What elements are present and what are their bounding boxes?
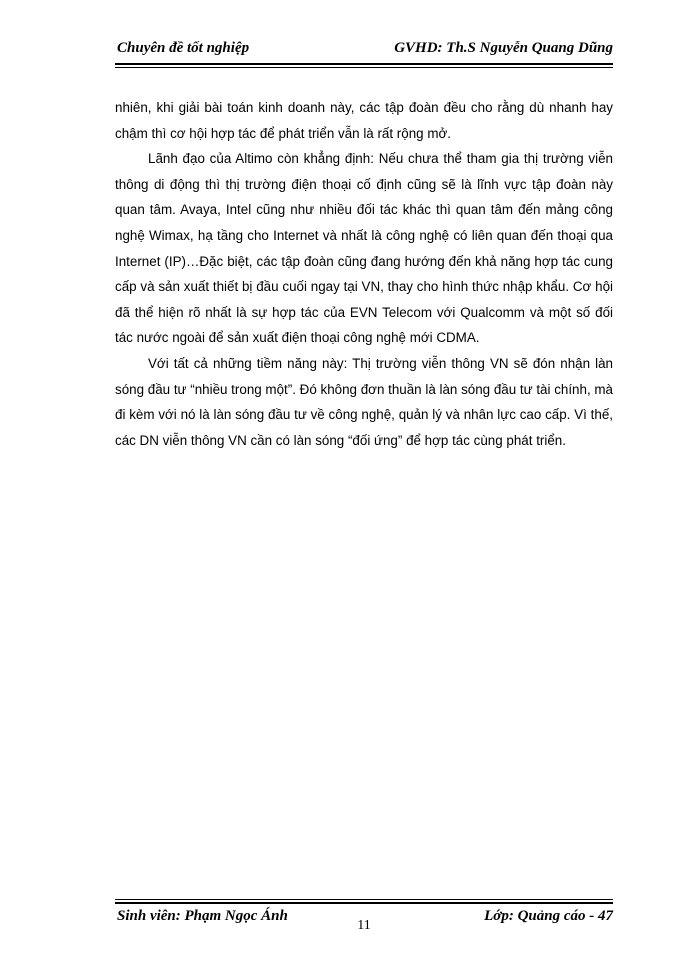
page-header (115, 36, 613, 62)
paragraph-continuation: nhiên, khi giải bài toán kinh doanh này, các tập đoàn đều cho rằng dù nhanh hay chậm thì cơ hội hợp tác để phát triển vẫn là rất rộng mở. (115, 100, 613, 141)
header-thesis-title: Chuyên đề tốt nghiệp (117, 40, 250, 56)
header-rule-thin (115, 67, 613, 68)
paragraph-potential: Với tất cả những tiềm năng này: Thị trường viễn thông VN sẽ đón nhận làn sóng đầu tư “nhiều trong một”. Đó không đơn thuần là làn sóng đầu tư tài chính, mà đi kèm với nó là làn sóng đầu tư về công nghệ, quản lý và nhân lực cao cấp. Vì thế, các DN viễn thông VN cần có làn sóng “đối ứng” để hợp tác cùng phát triển. (115, 355, 613, 448)
footer-rule-thin (115, 899, 613, 900)
body-text (115, 95, 613, 453)
header-supervisor: GVHD: Th.S Nguyễn Quang Dũng (394, 40, 613, 56)
footer-class: Lớp: Quảng cáo - 47 (484, 908, 613, 924)
paragraph-altimo: Lãnh đạo của Altimo còn khẳng định: Nếu chưa thể tham gia thị trường viễn thông di động thì thị trường điện thoại cố định cũng sẽ là lĩnh vực tập đoàn này quan tâm. Avaya, Intel cũng như nhiều đối tác khác thì quan tâm đến mảng công nghệ Wimax, hạ tầng cho Internet và nhất là công nghệ có liên quan đến thoại qua Internet (IP)…Đặc biệt, các tập đoàn cũng đang hướng đến khả năng hợp tác cung cấp và sản xuất thiết bị đầu cuối ngay tại VN, thay cho hình thức nhập khẩu. Cơ hội đã thể hiện rõ nhất là sự hợp tác của EVN Telecom với Qualcomm và một số đối tác nước ngoài để sản xuất điện thoại công nghệ mới CDMA. (115, 151, 613, 346)
footer-student: Sinh viên: Phạm Ngọc Ánh (117, 908, 288, 924)
header-rule-thick (115, 63, 613, 65)
page-number: 11 (357, 918, 371, 933)
page-footer (115, 899, 613, 939)
footer-rule-thick (115, 902, 613, 904)
